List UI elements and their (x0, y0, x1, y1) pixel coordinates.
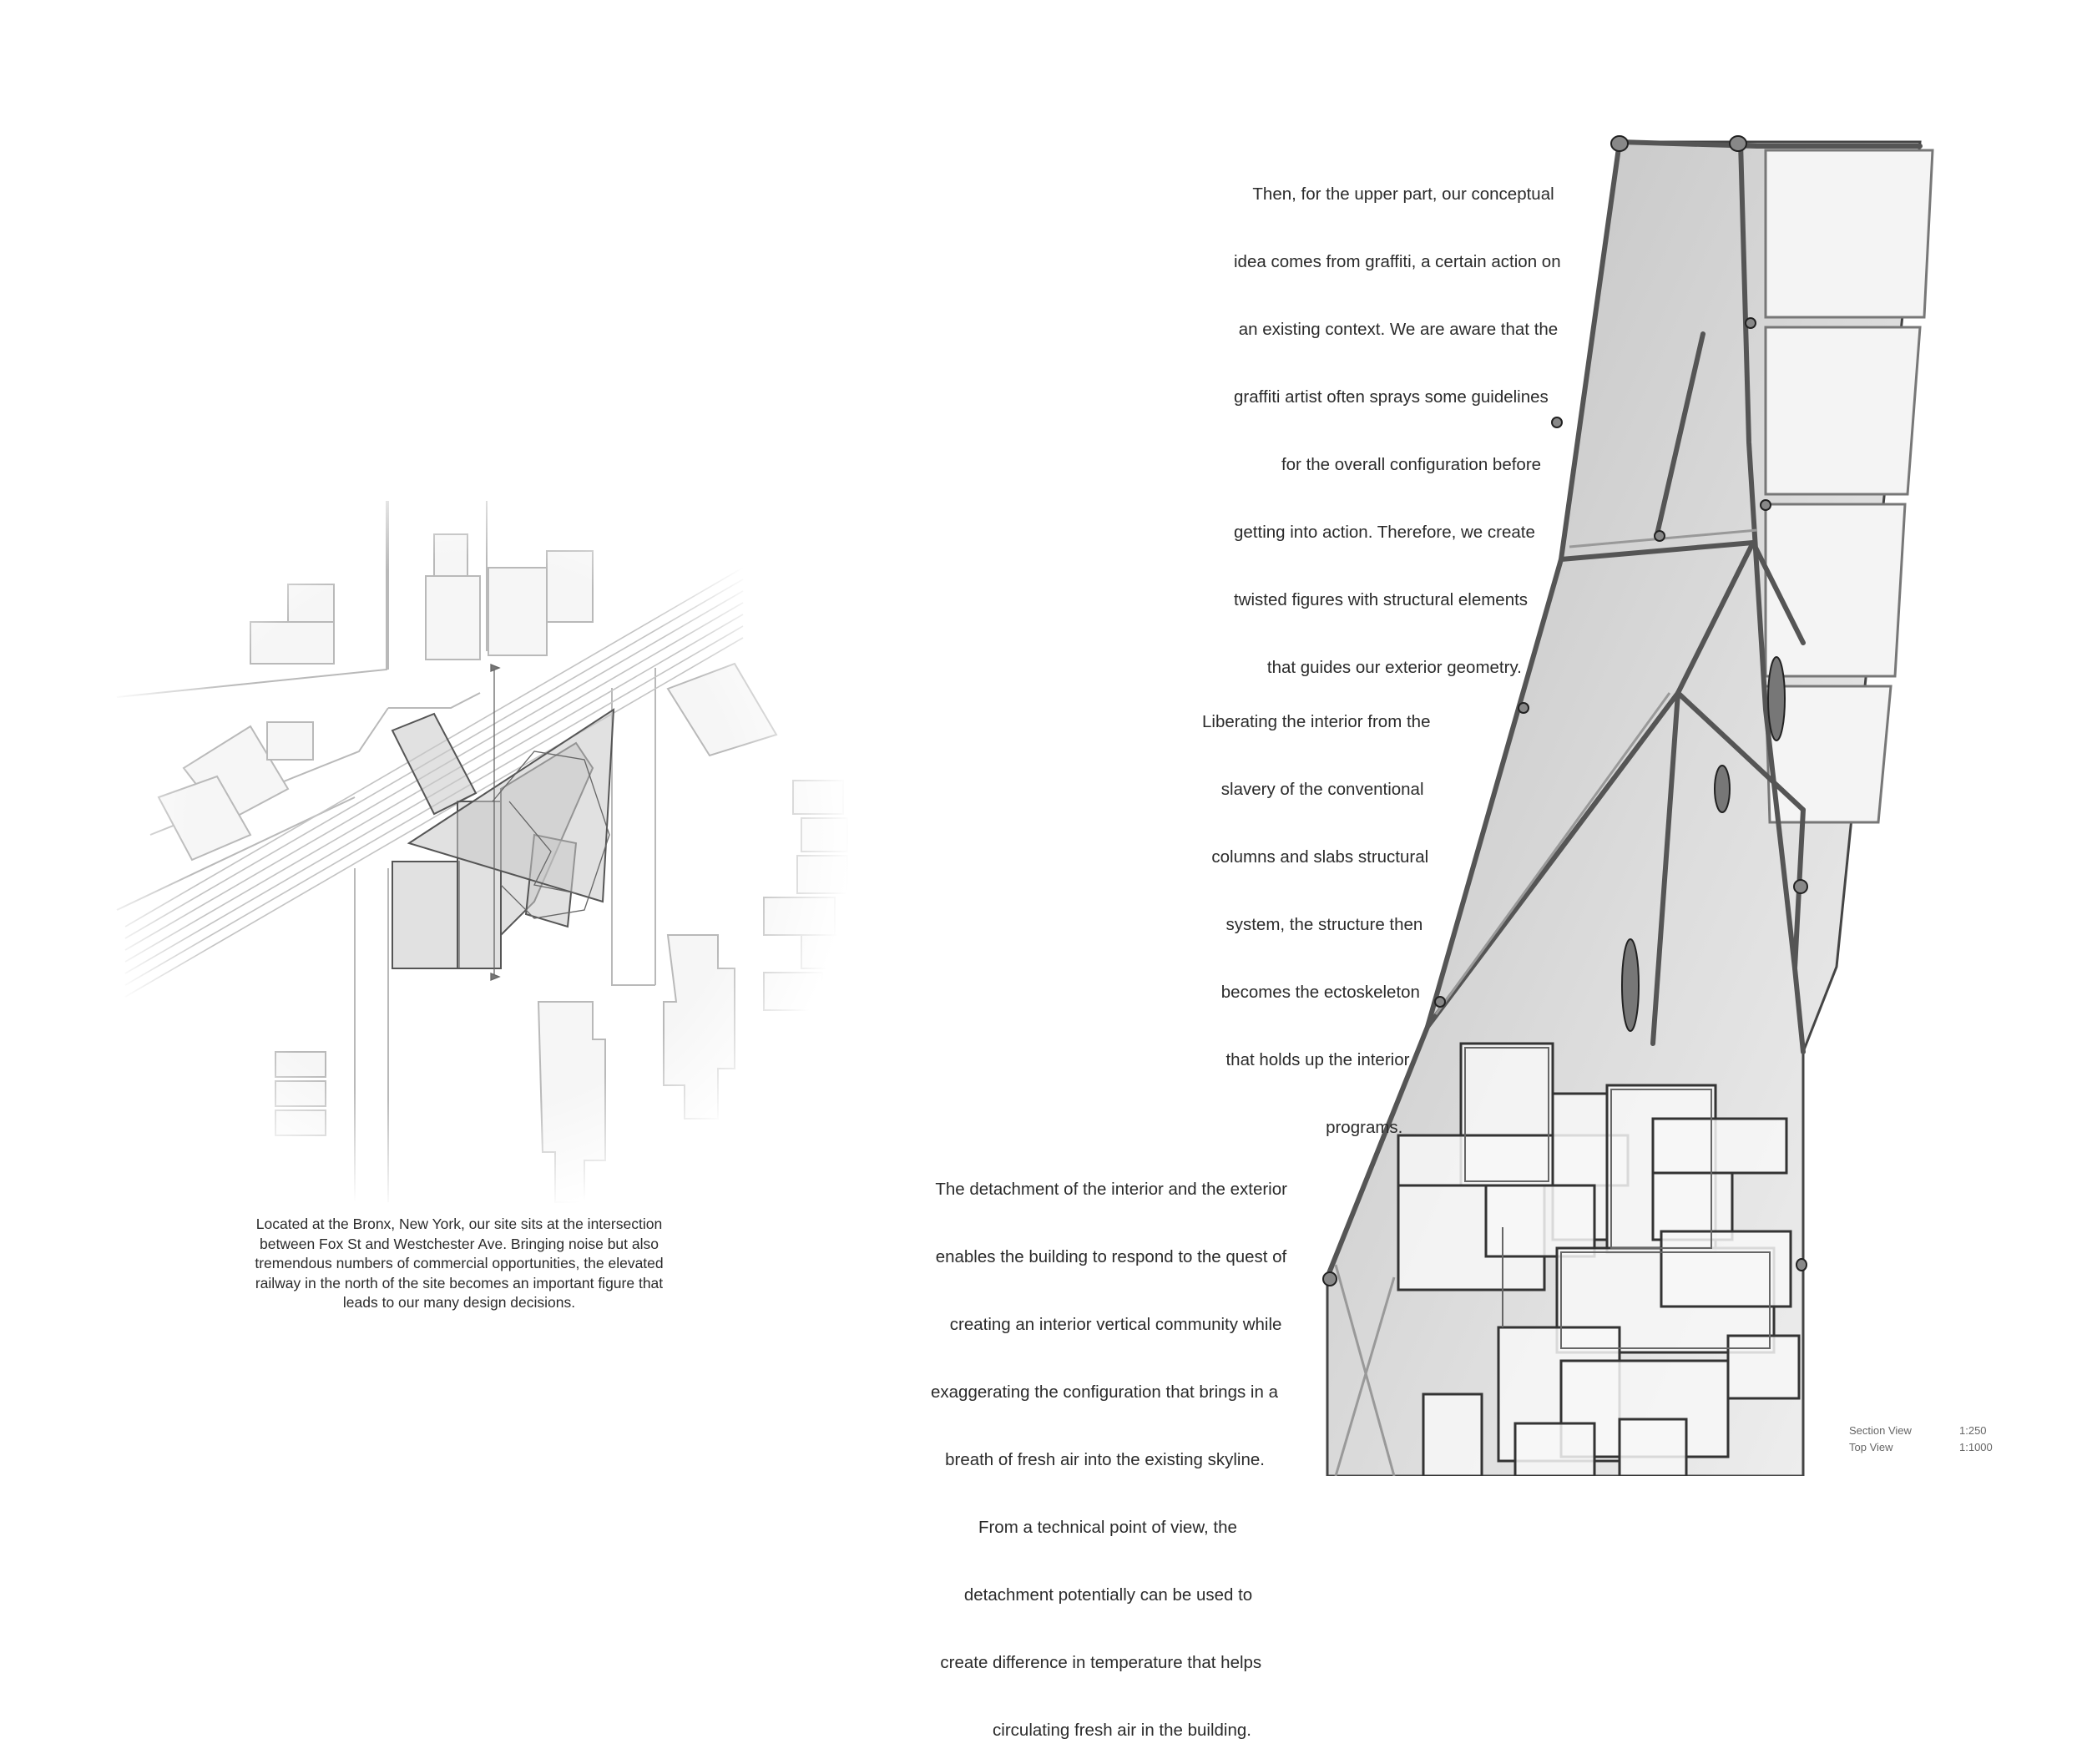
text-line: columns and slabs structural (1202, 847, 1429, 867)
text-line: exaggerating the configuration that brings in a (931, 1382, 1278, 1402)
text-line: slavery of the conventional (1202, 780, 1424, 799)
top-view-label: Top View (1849, 1441, 1893, 1453)
text-line: circulating fresh air in the building. (931, 1721, 1251, 1740)
section-view-scale: 1:250 (1959, 1424, 1987, 1437)
text-line: idea comes from graffiti, a certain action on (1234, 252, 1561, 271)
text-line: creating an interior vertical community while (931, 1315, 1282, 1334)
top-view-scale: 1:1000 (1959, 1441, 1993, 1453)
text-line: an existing context. We are aware that the (1234, 320, 1559, 339)
text-line: detachment potentially can be used to (931, 1585, 1253, 1605)
site-description-paragraph: Located at the Bronx, New York, our site sits at the intersection between Fox St and Westchester Ave. Bringing noise but also tremendous numbers of commercial opportunities, the elevated railway in the north of the site becomes an important figure that leads to our many design decisions. (255, 1216, 664, 1311)
text-line: breath of fresh air into the existing skyline. (931, 1450, 1265, 1469)
text-line: create difference in temperature that helps (931, 1653, 1262, 1672)
text-line: system, the structure then (1202, 915, 1423, 934)
text-line: graffiti artist often sprays some guidelines (1234, 387, 1549, 407)
interior-paragraph (1202, 665, 1430, 1161)
text-line: programs. (1202, 1118, 1403, 1137)
text-line: The detachment of the interior and the exterior (931, 1180, 1287, 1199)
text-line: becomes the ectoskeleton (1202, 983, 1420, 1002)
text-line: for the overall configuration before (1234, 455, 1542, 474)
text-line: twisted figures with structural elements (1234, 590, 1529, 609)
text-line: From a technical point of view, the (931, 1518, 1237, 1537)
text-line: that holds up the interior (1202, 1050, 1410, 1069)
text-line: that guides our exterior geometry. (1234, 658, 1522, 677)
section-view-label: Section View (1849, 1424, 1912, 1437)
text-line: enables the building to respond to the quest of (931, 1247, 1287, 1266)
text-line: Liberating the interior from the (1202, 712, 1431, 731)
text-line: getting into action. Therefore, we create (1234, 523, 1535, 542)
text-line: Then, for the upper part, our conceptual (1234, 184, 1554, 204)
upper-part-paragraph (1234, 138, 1561, 701)
detachment-paragraph (931, 1133, 1287, 1764)
